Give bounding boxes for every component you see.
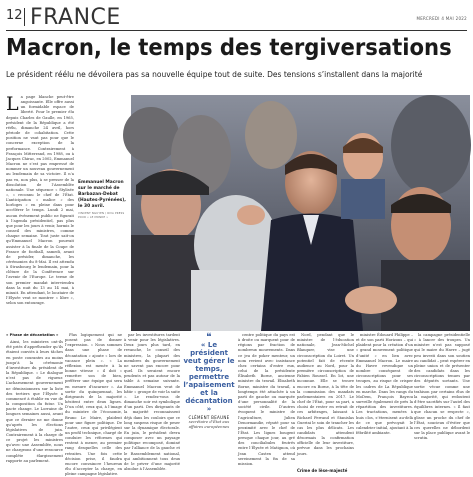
- article-text-1: a page blanche peut-être angoissante. Elle offre aussi un formidable espace de liberté. Pour le premier élu depuis Charles de Gaulle, en 1965, président de la République a été réélu, dimanche 24 avril, hors période de cohabitation. Cette position ne vaut pas pour que le concerne exception de la performance. Contrairement à François Mitterrand, en 1988, ou à Jacques Chirac, en 2002, Emmanuel Macron ne s’est pas empressé de nommer un nouveau gouvernement au lendemain de sa victoire. Il n’a pas vu, non plus, à se presser de la dissolution de l’Assemblée nationale. Une séquence « Stylisée », « reconnu le chef de l’État. L’anticipation « malice » des horloges » en pleine dans pour accélérer le temps. Lundi 2 mai, aucun événement public ne figurait à l’agenda présidentiel, pas plus que pour les jours à venir, hormis le conseil des ministres, comme chaque semaine. Tout juste sait-on qu’Emmanuel Macron pourrait assister à la finale de la Coupe de France de football, samedi, avant de présider, dimanche, les cérémonies du 8-Mai. Il est attendu à Strasbourg le lendemain, pour la clôture de la Conférence sur l’avenir de l’Europe. Le terme de son premier mandat interviendra dans la nuit du 13 au 14 mai, à minuit. En attendant, le locataire de l’Elysée veut se montrer « libre », selon son entourage.: [6, 95, 74, 306]
- article-column-7: [414, 333, 470, 474]
- article-column-1b: [6, 333, 63, 474]
- pull-quote: [183, 333, 235, 430]
- article-text-1b: Ainsi, les ministres ont-ils été priés d’appréhender qu’ils étaient conviés à leurs tâches en poste courantes au moins jusqu’à la cérémonie d’investiture du président de la République. « Le dialogue n’est pas de rigueur. L’acharnement gouvernement ne démissionnera sur la liste des tertiers que l’Élysée a commencé à établir en vue de la composition du futur. Un pacte change. Le Lorraine de longues semaines aussi, avant que ce dernier ne me donne qu’après les élections législatives de juin. Contrairement à la charge de ce projet les ministres qu’avec une Assemblée, nous ne chargeons d’une ressource complète élargissement rapporte au parlement.: [6, 340, 63, 463]
- headline: Macron, le temps des tergiversations: [6, 35, 452, 61]
- article-text-6: ministre Édouard Philippe – et de son parti Horizons – qui plaident pour la création d’un « grand mouvement politique d’unité » en lien avec Emmanuel Macron. Le maire du Havre revendique un nombre conséquent de circonscriptions pour ses troupes, au risque de crisper les cadres de La République en marche. Dans les rangs du MoDem, François Bayrou surveille également de près la répartition des investitures. Les tractations, menées à huis clos, s’éternisent au-delà de ce que prévoyait le calendrier initial, ajoutant à la fébrilité ambiante.: [356, 333, 413, 435]
- article-text-2: Plus logiquement qui ne posent pas de donner l’expression. « Nous sommes dans une phase de décantation » ajoute « lors de vacance plein ». « La réflexion est menée à la bonne vitesse » il doit « remettre son de bien, préférer une équipe qui sera en mesure d’incarner ». Au sortir du quinquennat, les dirigeants de la majorité hésitent entre deux lignes. D’un côté, ceux qui, à l’image du ministre de l’économie, Bruno Le Maire, plaident pour une figure politique. De l’autre, ceux qui privilégient un profil technique, chargé de conduire les réformes qui restent à mener, au premier rang desquelles celle des retraites. Une fois cette décision prise, il faudra encore convaincre l’heureux élu d’accepter la charge, en pleine campagne législative.: [65, 333, 122, 477]
- quote-mark-icon: ❝: [206, 332, 212, 343]
- photo-caption: [78, 180, 128, 220]
- article-column-2: [65, 333, 122, 477]
- box-heading: Crime de lèse-majesté: [297, 468, 348, 473]
- photo-macron-crowd: [131, 95, 470, 331]
- article-column-1: [6, 95, 74, 331]
- section-title: FRANCE: [30, 5, 121, 30]
- article-column-5: [297, 333, 354, 474]
- quote-text: « Le président veut gérer le temps, permettre l’apaisement et la décantation »: [183, 341, 235, 413]
- caption-text: Emmanuel Macron sur le marché de Barbazan-Debat (Hautes-Pyrénées), le 30 avril.: [78, 180, 126, 209]
- subhead: « Phase de décantation »: [6, 333, 59, 337]
- article-column-3: [124, 333, 180, 474]
- issue-date: MERCREDI 4 MAI 2022: [416, 16, 467, 21]
- article-text-3: par les investitures tardent à venir pour les législatives. Deux jours plus tard, en revanche, le conseil des ministres, la plupart des membres du gouvernement ne savent pas encore pour quel. Ils seraient encore prudents et pas autour de la table à semaine suivante. Emmanuel Macron veut de bâtir « groupe de voir la suite ». Le rendez-vous de dimanche soir est symbolique d’un parti. Des dirigeants de la majorité reconnaissent déjà dans les couloirs que ce long suspens risque de peser sur la dynamique électorale. En juin, le président devra composer avec un paysage politique recomposé, dominé par l’alliance de la gauche et le Rassemblement national, qui ambitionnent tous deux de le priver d’une majorité absolue à l’Assemblée.: [124, 333, 180, 472]
- photo-credit: VINCENT NGUYEN / RIVA PRESS POUR « LE MONDE »: [78, 212, 125, 219]
- crowd-photo-illustration: [131, 95, 470, 331]
- article-text-5: Nord, pendant que le ministre de l’éducation nationale, Jean-Michel Blanquer, vise une circonscription du Loiret. Un potentiel fait de récente audience au Nord, pour la première circonscription de Fabien Roussel. En lot, une inconnue. Elle se trouve encore en Borne, à la tête de la commission des mandats parlementaires en 2017. Le chef de l’État, pour sa part, a choisi de rester en retrait de ces arbitrages, laissant à Richard Ferrand et Stanislas Guerini le soin de trancher les cas les plus délicats. Les candidats attendent désormais la confirmation officielle de leur investiture, prévue dans les prochains jours.: [297, 333, 354, 456]
- article-column-4: [238, 333, 295, 474]
- page-header: [6, 6, 467, 31]
- article-column-6: [356, 333, 413, 474]
- header-divider: [24, 8, 25, 26]
- quote-author: CLÉMENT BEAUNE: [188, 415, 230, 420]
- page-number: 12: [6, 8, 23, 23]
- article-text-4: centre politique du pays est à droite ou marquent pour de régions par fraction de nombreux mouvements. Dans ce jeu de poker menteur, un nom revient avec insistance chez certains d’entre eux, celui de la présidente Élisabeth Borne, ancienne ministre du travail. Élisabeth Borne, ministre du travail, a longtemps été attachée à un parti de gauche ou marquée d’une personnalité de la société civile. D’autres évoquent le ministre de l’agriculture, Julien Denormandie, réputé pour sa proximité avec le chef de l’État. Les lignes bougent presque chaque jour, au gré des conciliabules feutrés entre l’Élysée et Matignon, où Jean Castex attend sereinement la fin de sa mission.: [238, 333, 295, 466]
- quote-author-role: secrétaire d’État aux affaires européennes: [188, 419, 230, 429]
- article-text-7: la campagne présidentielle » à lancer des troupes. Un ministre n’est pas supposé qui le maire du Havre – jugé peu investi dans son soutien au candidat – peut espérer en pleine union et de présenter des candidats dans les circonscriptions tenues par des députés sortants. Une sortie vécue comme une trahison par certains élus de la majorité, qui redoutent d’être sacrifiés sur l’autel des équilibres internes. « Il faut que chacun se respecte », glisse un proche du chef de l’État, soucieux d’éviter que ces querelles ne débordent sur la place publique avant le scrutin.: [414, 333, 470, 441]
- standfirst: Le président réélu ne dévoilera pas sa nouvelle équipe tout de suite. Des tensions s’installent dans la majorité: [6, 70, 423, 79]
- drop-cap: L: [6, 93, 19, 115]
